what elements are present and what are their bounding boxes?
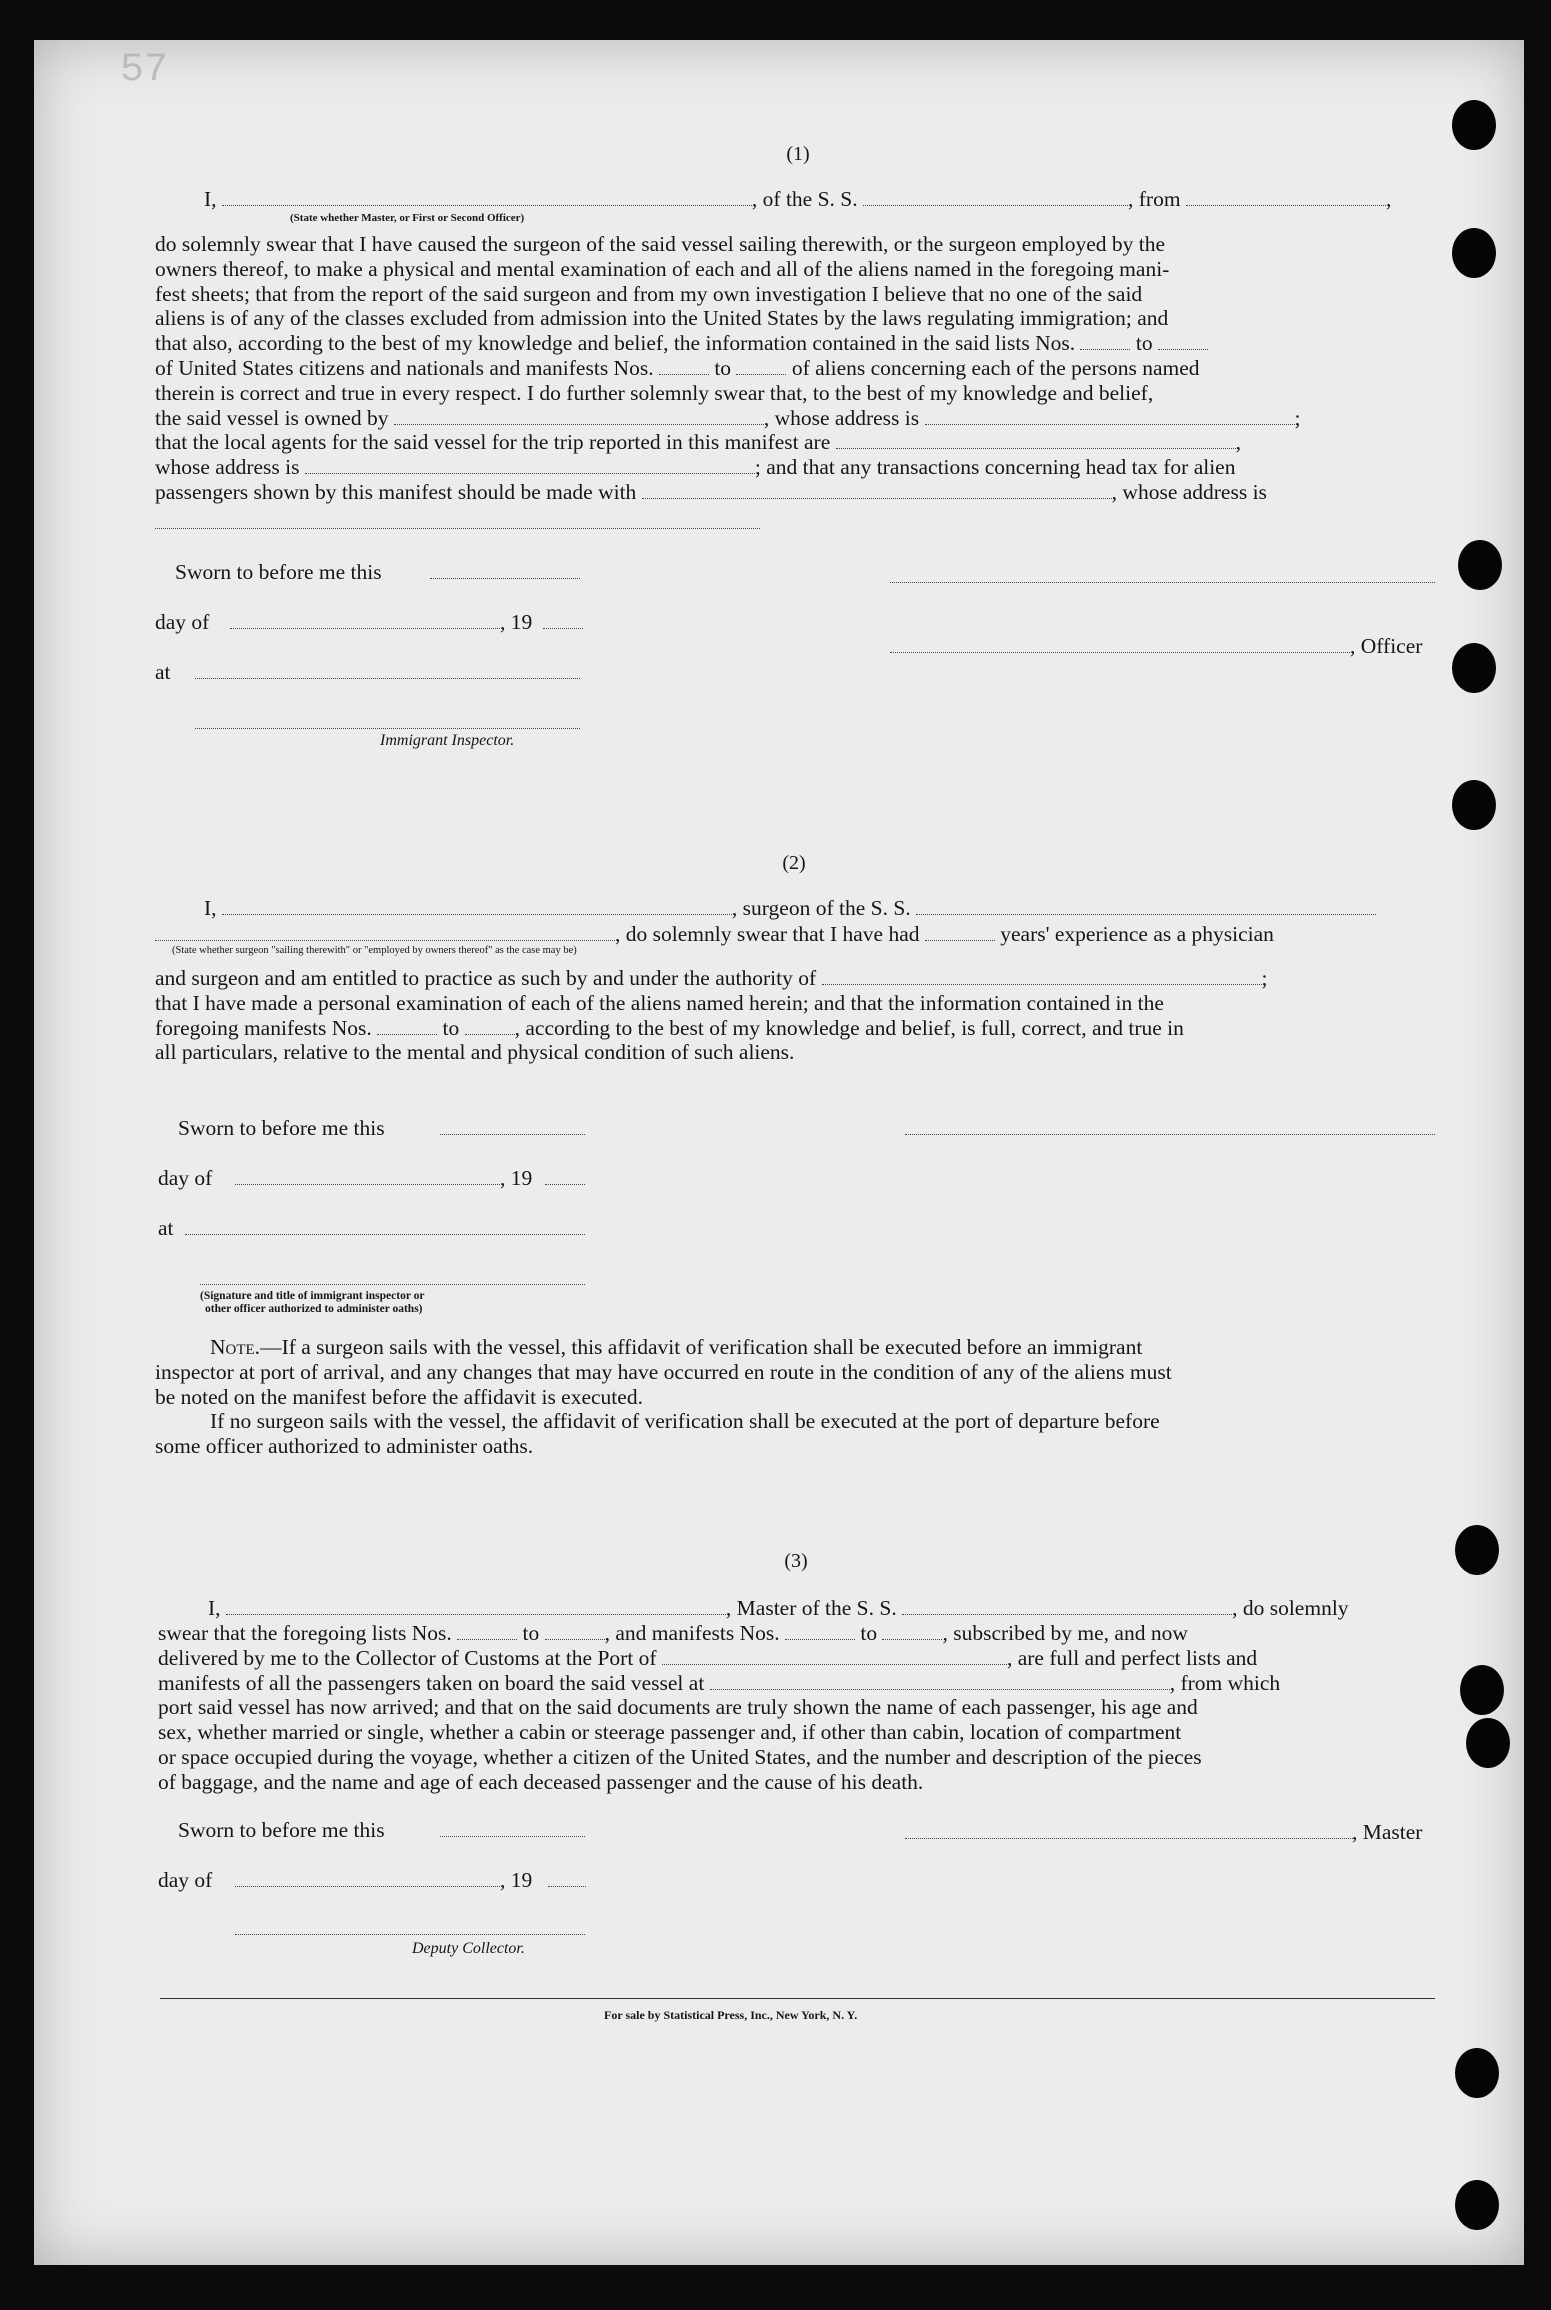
punch-hole [1458, 540, 1502, 590]
owner-address-field[interactable] [925, 406, 1295, 425]
surgeon-signature-field[interactable] [905, 1134, 1435, 1135]
section2-line1: I, , surgeon of the S. S. [204, 896, 1376, 921]
sworn-label: Sworn to before me this [178, 1818, 385, 1842]
officer-label: , Officer [1350, 634, 1423, 658]
from-port-field[interactable] [1186, 187, 1386, 206]
manifests-to-field[interactable] [882, 1621, 942, 1640]
year-field[interactable] [543, 628, 583, 629]
vessel-name-field[interactable] [863, 187, 1128, 206]
punch-hole [1460, 1665, 1504, 1715]
inspector-caption: Immigrant Inspector. [380, 732, 515, 749]
port-field[interactable] [662, 1646, 1007, 1665]
manifests-from-field[interactable] [659, 356, 709, 375]
surgeon-manifests-from-field[interactable] [377, 1016, 437, 1035]
taken-on-board-field[interactable] [710, 1671, 1170, 1690]
collector-signature-field[interactable] [235, 1934, 585, 1935]
sworn-day-field[interactable] [430, 578, 580, 579]
lists-to-field[interactable] [1158, 331, 1208, 350]
punch-hole [1455, 2180, 1499, 2230]
sworn-label: Sworn to before me this [175, 560, 382, 584]
at-label: at [155, 660, 171, 684]
footer-divider [160, 1998, 1435, 1999]
officer-title-field[interactable] [222, 187, 752, 206]
note-paragraph: Note.—If a surgeon sails with the vessel, this affidavit of verification shall be executed before an immigrant inspector at port of arrival, and any changes that may have occurred en route in the condition of any of the aliens must be noted on the manifest before the affidavit is executed. If no surgeon sails with the vessel, the affidavit of verification shall be executed at the port of departure before some officer authorized to administer oaths. [155, 1335, 1172, 1459]
punch-hole [1452, 780, 1496, 830]
section3-paragraph: swear that the foregoing lists Nos. to , and manifests Nos. to , subscribed by me, and now delivered by me to the Collector of Customs at the Port of , are full and perfect lists and manifests of all the passengers taken on board the said vessel at , from which port said vessel has now arrived; and that on the said documents are truly shown the name of each passenger, his age and sex, whether married or single, whether a cabin or steerage passenger and, if other than cabin, location of compartment or space occupied during the voyage, whether a citizen of the United States, and the number and description of the pieces of baggage, and the name and age of each deceased passenger and the cause of his death. [158, 1621, 1281, 1794]
sworn-label: Sworn to before me this [178, 1116, 385, 1140]
head-tax-address-field[interactable] [155, 528, 760, 529]
section2-line2: , do solemnly swear that I have had years' experience as a physician [155, 922, 1274, 947]
manifests-from-field[interactable] [785, 1621, 855, 1640]
at-field[interactable] [195, 678, 580, 679]
signature-caption: (Signature and title of immigrant inspector or [200, 1290, 425, 1302]
section-number: (2) [782, 852, 806, 874]
section3-line1: I, , Master of the S. S. , do solemnly [208, 1596, 1349, 1620]
surgeon-caption: (State whether surgeon "sailing therewith" or "employed by owners thereof" as the case may be) [172, 945, 577, 956]
punch-hole [1455, 1525, 1499, 1575]
head-tax-agent-field[interactable] [642, 480, 1112, 499]
officer-signature-field[interactable] [890, 652, 1350, 653]
collector-caption: Deputy Collector. [412, 1940, 525, 1957]
surgeon-manifests-to-field[interactable] [465, 1016, 515, 1035]
surgeon-name-field[interactable] [222, 896, 732, 915]
officer-caption: (State whether Master, or First or Second Officer) [290, 212, 525, 224]
day-of-label: day of [158, 1166, 213, 1190]
year-field[interactable] [545, 1184, 585, 1185]
punch-hole [1452, 643, 1496, 693]
agent-address-field[interactable] [305, 455, 755, 474]
year-field[interactable] [548, 1886, 586, 1887]
signature-caption: other officer authorized to administer oaths) [205, 1303, 423, 1315]
punch-hole [1466, 1718, 1510, 1768]
years-field[interactable] [925, 922, 995, 941]
year-label: , 19 [500, 1868, 533, 1892]
day-of-field[interactable] [235, 1886, 500, 1887]
manifests-to-field[interactable] [736, 356, 786, 375]
inspector-signature-field[interactable] [200, 1284, 585, 1285]
lists-from-field[interactable] [1080, 331, 1130, 350]
master-label: , Master [1352, 1820, 1423, 1844]
lists-from-field[interactable] [457, 1621, 517, 1640]
day-of-field[interactable] [235, 1184, 500, 1185]
inspector-signature-field[interactable] [195, 728, 580, 729]
section-number: (1) [786, 143, 810, 165]
sworn-day-field[interactable] [440, 1134, 585, 1135]
year-label: , 19 [500, 610, 533, 634]
officer-signature-line-a[interactable] [890, 582, 1435, 583]
master-vessel-field[interactable] [902, 1596, 1232, 1615]
section-number: (3) [784, 1550, 808, 1572]
sworn-day-field[interactable] [440, 1836, 585, 1837]
master-signature-field[interactable] [905, 1838, 1355, 1839]
owner-field[interactable] [394, 406, 764, 425]
at-label: at [158, 1216, 174, 1240]
day-of-label: day of [158, 1868, 213, 1892]
authority-field[interactable] [822, 966, 1262, 985]
day-of-field[interactable] [230, 628, 500, 629]
master-name-field[interactable] [226, 1596, 726, 1615]
punch-hole [1452, 100, 1496, 150]
footer-imprint: For sale by Statistical Press, Inc., New York, N. Y. [604, 2008, 858, 2022]
day-of-label: day of [155, 610, 210, 634]
lists-to-field[interactable] [545, 1621, 605, 1640]
page-mark: 57 [120, 48, 169, 93]
section1-line1: I, , of the S. S. , from , [204, 187, 1392, 211]
section2-paragraph: and surgeon and am entitled to practice as such by and under the authority of ; that I have made a personal examination of each of the aliens named herein; and that the information contained in the foregoing manifests Nos. to , according to the best of my knowledge and belief, is full, correct, and true in all particulars, relative to the mental and physical condition of such aliens. [155, 966, 1268, 1065]
at-field[interactable] [185, 1234, 585, 1235]
punch-hole [1452, 228, 1496, 278]
surgeon-status-field[interactable] [155, 922, 615, 941]
year-label: , 19 [500, 1166, 533, 1190]
punch-hole [1455, 2048, 1499, 2098]
surgeon-vessel-field[interactable] [916, 896, 1376, 915]
local-agents-field[interactable] [836, 430, 1236, 449]
section1-paragraph: do solemnly swear that I have caused the surgeon of the said vessel sailing therewith, or the surgeon employed by the owners thereof, to make a physical and mental examination of each and all of the aliens named in the foregoing mani- fest sheets; that from the report of the said surgeon and from my own investigation I believe that no one of the said aliens is of any of the classes excluded from admission into the United States by the laws regulating immigration; and that also, according to the best of my knowledge and belief, the information contained in the said lists Nos. to of United States citizens and nationals and manifests Nos. to of aliens concerning each of the persons named therein is correct and true in every respect. I do further solemnly swear that, to the best of my knowledge and belief, the said vessel is owned by , whose address is ; that the local agents for the said vessel for the trip reported in this manifest are , whose address is ; and that any transactions concerning head tax for alien passengers shown by this manifest should be made with , whose address is [155, 232, 1301, 504]
